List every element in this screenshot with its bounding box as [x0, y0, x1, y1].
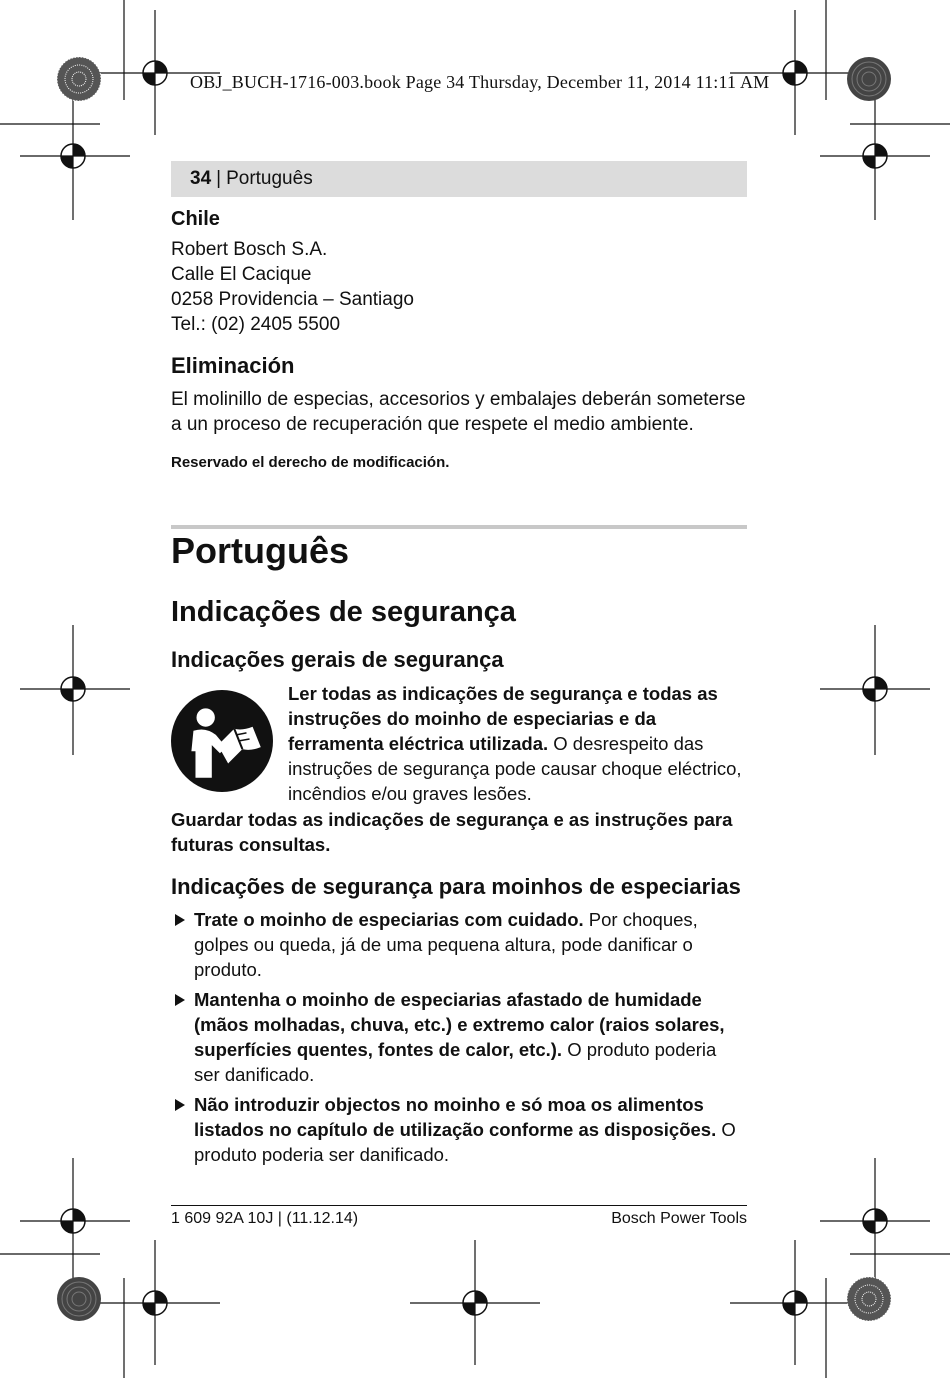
header-separator: |	[216, 168, 222, 189]
section-rule	[171, 525, 747, 529]
mill-safety-heading: Indicações de segurança para moinhos de especiarias	[171, 874, 741, 899]
triangle-bullet-icon	[175, 994, 185, 1006]
header-language: Português	[226, 168, 313, 189]
address-line: Tel.: (02) 2405 5500	[171, 314, 341, 335]
disposal-heading: Eliminación	[171, 353, 295, 378]
address-block	[171, 237, 747, 337]
list-item	[171, 907, 747, 982]
footer-document-number: 1 609 92A 10J | (11.12.14)	[171, 1210, 359, 1227]
disposal-text: El molinillo de especias, accesorios y embalajes deberán someterse a un proceso de recuperación que respete el medio ambiente.	[171, 389, 746, 435]
address-line: 0258 Providencia – Santiago	[171, 289, 414, 310]
address-line: Calle El Cacique	[171, 264, 312, 285]
language-title: Português	[171, 530, 350, 571]
bullet-bold: Trate o moinho de especiarias com cuidado.	[194, 909, 584, 930]
general-warning-text	[288, 681, 748, 806]
warning-bold: Ler todas as indicações de segurança e todas as instruções do moinho de especiarias e da ferramenta eléctrica utilizada.	[288, 683, 718, 754]
list-item	[171, 987, 747, 1087]
read-manual-icon	[171, 690, 273, 792]
book-slug-line: OBJ_BUCH-1716-003.book Page 34 Thursday, December 11, 2014 11:11 AM	[190, 72, 770, 92]
page-number: 34	[190, 168, 212, 189]
bullet-text: O produto poderia ser danificado.	[194, 1119, 736, 1165]
footer-brand: Bosch Power Tools	[611, 1210, 747, 1227]
keep-instructions-text: Guardar todas as indicações de segurança e as instruções para futuras consultas.	[171, 809, 733, 855]
footer-rule	[171, 1205, 747, 1206]
address-line: Robert Bosch S.A.	[171, 239, 328, 260]
bullet-bold: Mantenha o moinho de especiarias afastado de humidade (mãos molhadas, chuva, etc.) e extremo calor (raios solares, superfícies quentes, fontes de calor, etc.).	[194, 989, 725, 1060]
triangle-bullet-icon	[175, 914, 185, 926]
bullet-bold: Não introduzir objectos no moinho e só moa os alimentos listados no capítulo de utilização conforme as disposições.	[194, 1094, 717, 1140]
bullet-text: Por choques, golpes ou queda, já de uma pequena altura, pode danificar o produto.	[194, 909, 698, 980]
triangle-bullet-icon	[175, 1099, 185, 1111]
reserved-notice: Reservado el derecho de modificación.	[171, 454, 450, 471]
general-safety-heading: Indicações gerais de segurança	[171, 647, 504, 672]
safety-heading: Indicações de segurança	[171, 596, 516, 628]
warning-normal: O desrespeito das instruções de segurança pode causar choque eléctrico, incêndios e/ou graves lesões.	[288, 733, 742, 804]
list-item	[171, 1092, 747, 1167]
country-heading: Chile	[171, 208, 220, 230]
bullet-text: O produto poderia ser danificado.	[194, 1039, 717, 1085]
mill-safety-list	[171, 907, 747, 1172]
page-header	[171, 161, 747, 197]
